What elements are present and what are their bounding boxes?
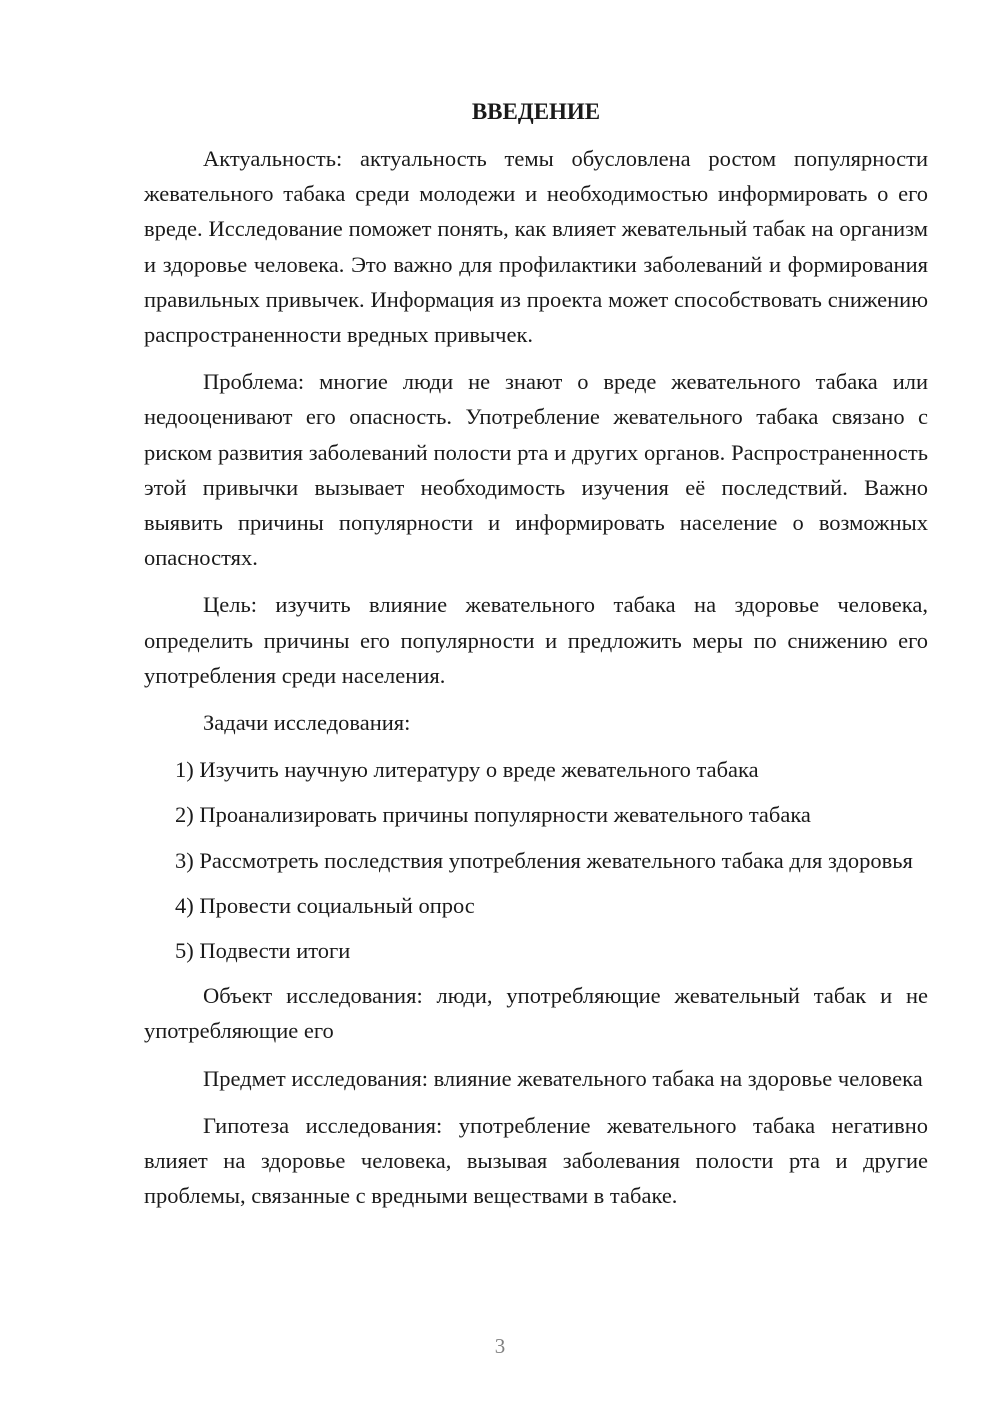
page-content: [144, 94, 928, 1225]
page-number: 3: [494, 1334, 506, 1358]
tasks-list: [144, 752, 928, 968]
list-item: 1) Изучить научную литературу о вреде жевательного табака: [175, 757, 759, 783]
paragraph-relevance: Актуальность: актуальность темы обусловлена ростом популярности жевательного табака среди молодежи и необходимостью информировать о его вреде. Исследование поможет понять, как влияет жевательный табак на организм и здоровье человека. Это важно для профилактики заболеваний и формирования правильных привычек. Информация из проекта может способствовать снижению распространенности вредных привычек.: [144, 146, 928, 348]
list-item: 2) Проанализировать причины популярности жевательного табака: [175, 802, 811, 828]
paragraph-subject: Предмет исследования: влияние жевательного табака на здоровье человека: [203, 1065, 923, 1091]
paragraph-hypothesis: Гипотеза исследования: употребление жевательного табака негативно влияет на здоровье человека, вызывая заболевания полости рта и другие проблемы, связанные с вредными веществами в табаке.: [144, 1112, 928, 1209]
paragraph-problem: Проблема: многие люди не знают о вреде жевательного табака или недооценивают его опасность. Употребление жевательного табака связано с риском развития заболеваний полости рта и других органов. Распространенность этой привычки вызывает необходимость изучения её последствий. Важно выявить причины популярности и информировать население о возможных опасностях.: [144, 369, 928, 571]
paragraph-goal: Цель: изучить влияние жевательного табака на здоровье человека, определить причины его популярности и предложить меры по снижению его употребления среди населения.: [144, 592, 928, 688]
list-item: 4) Провести социальный опрос: [175, 892, 475, 918]
paragraph-tasks-heading: Задачи исследования:: [203, 710, 411, 736]
list-item: 5) Подвести итоги: [175, 938, 351, 964]
section-title: ВВЕДЕНИЕ: [471, 99, 601, 124]
paragraph-object: Объект исследования: люди, употребляющие жевательный табак и не употребляющие его: [144, 983, 928, 1044]
list-item: 3) Рассмотреть последствия употребления жевательного табака для здоровья: [175, 847, 913, 873]
